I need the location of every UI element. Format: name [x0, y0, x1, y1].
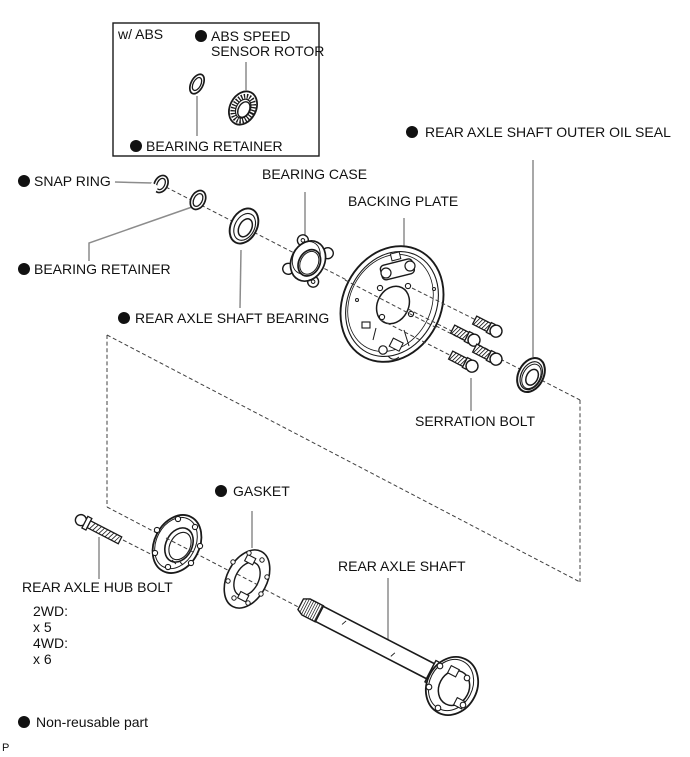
- non-reusable-marker: [215, 485, 227, 497]
- hub-bolt-qty-4wd: 4WD:: [33, 635, 68, 651]
- abs-condition-label: w/ ABS: [118, 26, 164, 42]
- serration-bolts: [448, 315, 504, 374]
- bearing-retainer-label: BEARING RETAINER: [34, 261, 171, 277]
- axle-shaft-bearing-label: REAR AXLE SHAFT BEARING: [135, 310, 330, 326]
- axle-shaft-bearing-part: [224, 204, 264, 249]
- gasket-label: GASKET: [233, 483, 290, 499]
- serration-bolt-label: SERRATION BOLT: [415, 413, 536, 429]
- gasket-part: [215, 542, 279, 615]
- axle-shaft-label: REAR AXLE SHAFT: [338, 558, 466, 574]
- bearing-leader: [240, 250, 241, 308]
- backing-plate-part: [321, 228, 463, 380]
- labels: [2, 26, 671, 754]
- hub-bolt-qty-2wd-count: x 5: [33, 619, 52, 635]
- snap-ring-label: SNAP RING: [34, 173, 111, 189]
- backing-plate-label: BACKING PLATE: [348, 193, 459, 209]
- axle-hub-part: [143, 507, 211, 582]
- bearing-retainer-part: [187, 188, 209, 212]
- lower-axis-dash: [107, 507, 306, 611]
- non-reusable-marker: [118, 312, 130, 324]
- non-reusable-marker: [18, 716, 30, 728]
- abs-rotor-label-line2: SENSOR ROTOR: [211, 43, 325, 59]
- outer-oil-seal-label: REAR AXLE SHAFT OUTER OIL SEAL: [425, 124, 671, 140]
- non-reusable-marker: [406, 126, 418, 138]
- non-reusable-legend-label: Non-reusable part: [36, 714, 149, 730]
- outer-oil-seal-part: [512, 353, 551, 396]
- hub-bolt-qty-4wd-count: x 6: [33, 651, 52, 667]
- non-reusable-marker: [18, 175, 30, 187]
- non-reusable-marker: [195, 30, 207, 42]
- hub-bolt-part: [73, 512, 123, 546]
- bearing-retainer-leader: [89, 207, 192, 261]
- non-reusable-marker: [18, 263, 30, 275]
- page-marker: P: [2, 742, 10, 754]
- non-reusable-marker: [130, 140, 142, 152]
- rear-axle-shaft-part: [294, 591, 488, 724]
- abs-rotor-label-line1: ABS SPEED: [211, 28, 291, 44]
- bearing-case-part: [281, 233, 335, 289]
- snap-ring-leader: [115, 182, 152, 183]
- hub-bolt-label: REAR AXLE HUB BOLT: [22, 579, 173, 595]
- abs-bearing-retainer-label: BEARING RETAINER: [146, 138, 283, 154]
- hub-bolt-qty-2wd: 2WD:: [33, 603, 68, 619]
- snap-ring-part: [148, 172, 171, 197]
- bearing-case-label: BEARING CASE: [262, 166, 368, 182]
